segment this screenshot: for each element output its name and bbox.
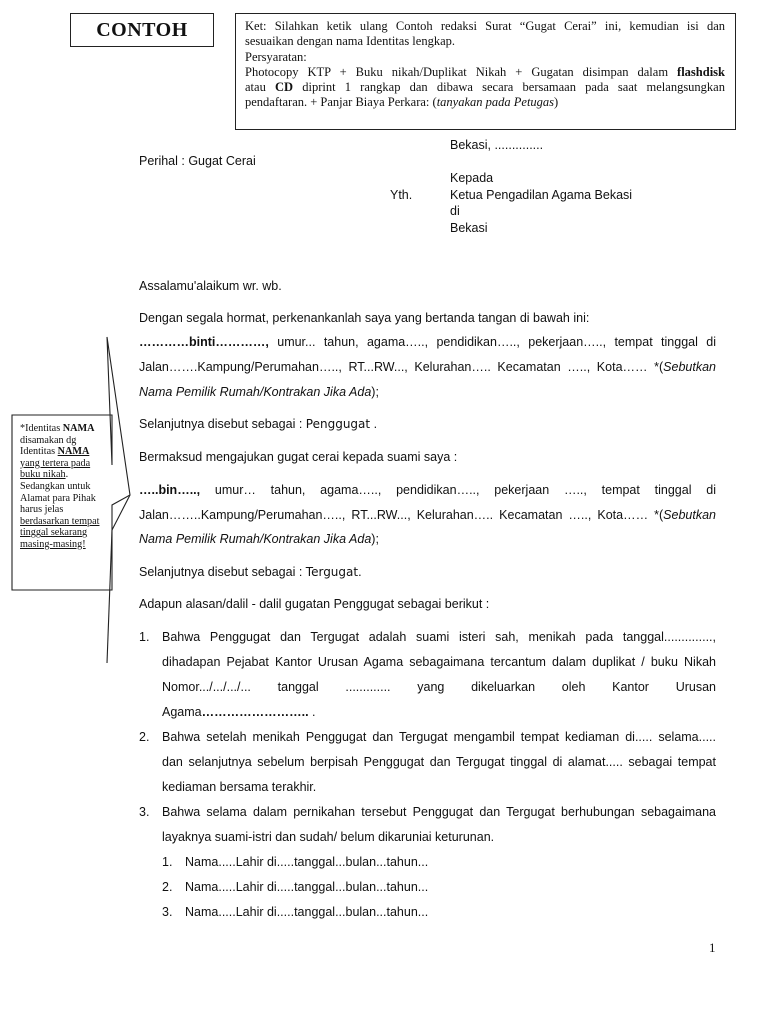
plaintiff-note: Sebutkan bbox=[663, 360, 716, 374]
item-2-line: Bahwa setelah menikah Penggugat dan Tergugat mengambil tempat kediaman di..... selama..... bbox=[162, 730, 716, 744]
item-1-line: dihadapan Pejabat Kantor Urusan Agama sebagaimana tercantum dalam duplikat / buku Nikah bbox=[162, 655, 716, 669]
plaintiff-address: Jalan…….Kampung/Perumahan….., RT...RW..., Kelurahan….. Kecamatan ….., Kota…… *( bbox=[139, 360, 664, 374]
callout-line: tinggal sekarang bbox=[20, 527, 88, 539]
note-text: pendaftaran. + Panjar Biaya Perkara: ( bbox=[245, 95, 437, 110]
addressee-di: di bbox=[450, 204, 460, 218]
callout-line: yang tertera pada bbox=[20, 457, 91, 469]
addressee-city: Bekasi bbox=[450, 221, 488, 235]
bermaksud: Bermaksud mengajukan gugat cerai kepada suami saya : bbox=[139, 450, 458, 464]
kepada: Kepada bbox=[450, 171, 494, 185]
plaintiff-label-post: . bbox=[370, 417, 378, 431]
salam: Assalamu'alaikum wr. wb. bbox=[139, 279, 282, 293]
note-line: sesuaikan dengan nama Identitas lengkap. bbox=[245, 34, 455, 49]
item-3-line: Bahwa selama dalam pernikahan tersebut Penggugat dan Tergugat berhubungan sebagaimana bbox=[162, 805, 716, 819]
child-2-text: Nama.....Lahir di.....tanggal...bulan...tahun... bbox=[185, 880, 429, 894]
child-2-number: 2. bbox=[162, 880, 173, 894]
callout-span: . bbox=[65, 469, 69, 481]
callout-line: disamakan dg bbox=[20, 434, 77, 446]
plaintiff-note-cont: Nama Pemilik Rumah/Kontrakan Jika Ada bbox=[139, 385, 372, 399]
plaintiff-details: umur... tahun, agama….., pendidikan….., pekerjaan….., tempat tinggal di bbox=[268, 335, 716, 349]
callout-span: buku nikah bbox=[20, 469, 66, 481]
contoh-label: CONTOH bbox=[70, 13, 214, 47]
callout-line: Sedangkan untuk bbox=[20, 480, 91, 492]
plaintiff-label: Penggugat bbox=[305, 417, 371, 431]
child-3-text: Nama.....Lahir di.....tanggal...bulan...tahun... bbox=[185, 905, 429, 919]
place-date: Bekasi, .............. bbox=[450, 138, 544, 152]
callout-span: Identitas bbox=[20, 446, 58, 458]
defendant-label-post: . bbox=[358, 565, 362, 579]
callout-nama: NAMA bbox=[62, 423, 95, 434]
item-1-agama: Agama bbox=[162, 705, 202, 719]
note-text: Photocopy KTP + Buku nikah/Duplikat Nikah + Gugatan disimpan dalam bbox=[245, 64, 678, 79]
callout-line bbox=[20, 446, 114, 458]
item-2-number: 2. bbox=[139, 730, 150, 744]
defendant-note-end: ); bbox=[371, 532, 379, 546]
item-1-line: Nomor.../.../.../... tanggal ............. yang dikeluarkan oleh Kantor Urusan bbox=[162, 680, 716, 694]
adapun: Adapun alasan/dalil - dalil gugatan Penggugat sebagai berikut : bbox=[139, 597, 490, 611]
item-1-number: 1. bbox=[139, 630, 150, 644]
callout-line: berdasarkan tempat bbox=[20, 515, 100, 527]
note-text: diprint 1 rangkap dan dibawa secara bersamaan pada saat melangsungkan bbox=[293, 80, 725, 95]
note-petugas: tanyakan pada Petugas bbox=[436, 95, 555, 110]
defendant-address: Jalan……..Kampung/Perumahan….., RT...RW..., Kelurahan….. Kecamatan ….., Kota…… *( bbox=[139, 508, 664, 522]
plaintiff-name-blank: …………binti…………, bbox=[139, 335, 269, 349]
child-1-text: Nama.....Lahir di.....tanggal...bulan...tahun... bbox=[185, 855, 429, 869]
item-3-number: 3. bbox=[139, 805, 150, 819]
child-1-number: 1. bbox=[162, 855, 173, 869]
plaintiff-label-pre: Selanjutnya disebut sebagai : bbox=[139, 417, 306, 431]
callout-line: masing-masing! bbox=[20, 538, 86, 550]
yth: Yth. bbox=[390, 188, 413, 202]
addressee: Ketua Pengadilan Agama Bekasi bbox=[450, 188, 633, 202]
plaintiff-note-end: ); bbox=[371, 385, 379, 399]
child-3-number: 3. bbox=[162, 905, 173, 919]
callout-text bbox=[20, 423, 114, 551]
page-number: 1 bbox=[709, 940, 716, 955]
defendant-label-pre: Selanjutnya disebut sebagai : bbox=[139, 565, 306, 579]
note-line: Persyaratan: bbox=[245, 49, 307, 64]
defendant-details: umur… tahun, agama….., pendidikan….., pekerjaan ….., tempat tinggal di bbox=[200, 483, 716, 497]
defendant-note: Sebutkan bbox=[663, 508, 716, 522]
item-3-line: layaknya suami-istri dan sudah/ belum dikaruniai keturunan. bbox=[162, 830, 495, 844]
note-text: atau bbox=[245, 80, 275, 95]
defendant-note-cont: Nama Pemilik Rumah/Kontrakan Jika Ada bbox=[139, 532, 372, 546]
defendant-name-blank: …..bin….., bbox=[139, 483, 201, 497]
note-line: Ket: Silahkan ketik ulang Contoh redaksi Surat “Gugat Cerai” ini, kemudian isi dan bbox=[245, 19, 725, 33]
callout-nama: NAMA bbox=[57, 446, 90, 458]
callout-line bbox=[20, 423, 114, 435]
defendant-label: Tergugat bbox=[305, 565, 359, 579]
callout-line: harus jelas bbox=[20, 504, 64, 516]
note-flashdisk: flashdisk bbox=[677, 64, 725, 79]
item-1-end: . bbox=[308, 705, 316, 719]
note-text: ) bbox=[554, 95, 559, 110]
note-cd: CD bbox=[275, 80, 294, 95]
callout-span: *Identitas bbox=[20, 423, 63, 434]
item-1-line: Bahwa Penggugat dan Tergugat adalah suami isteri sah, menikah pada tanggal.............., bbox=[162, 630, 716, 644]
perihal: Perihal : Gugat Cerai bbox=[139, 154, 256, 168]
callout-line bbox=[20, 469, 114, 481]
item-1-blank: …………………….. bbox=[201, 705, 309, 719]
callout-line: Alamat para Pihak bbox=[20, 492, 96, 504]
opening: Dengan segala hormat, perkenankanlah saya yang bertanda tangan di bawah ini: bbox=[139, 311, 590, 325]
item-2-line: kediaman bersama terakhir. bbox=[162, 780, 317, 794]
item-2-line: dan selanjutnya sebelum berpisah Penggugat dan Tergugat tinggal di alamat..... sebagai tempat bbox=[162, 755, 716, 769]
